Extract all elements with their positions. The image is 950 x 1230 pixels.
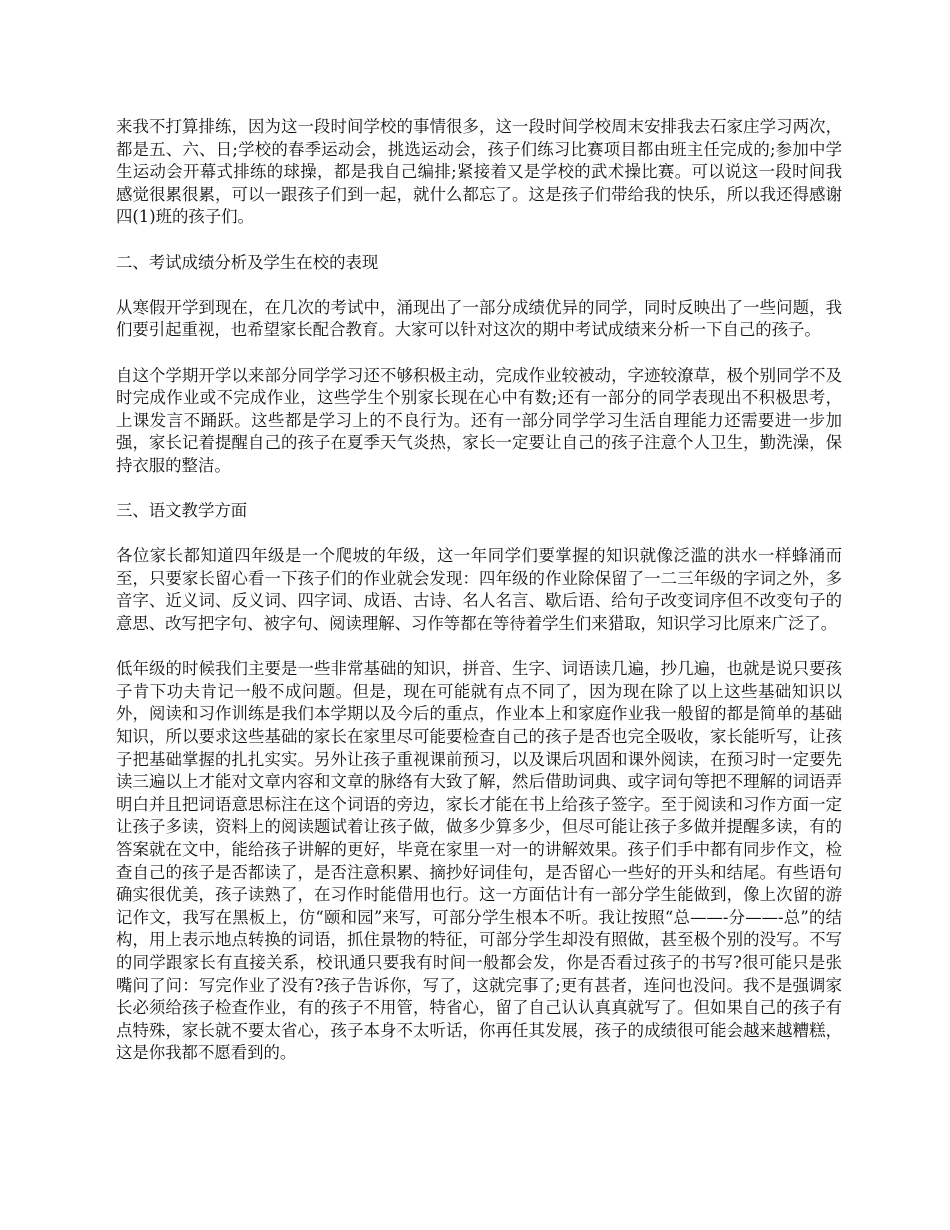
document-body: [116, 116, 842, 1088]
paragraph-exam-results: 从寒假开学到现在，在几次的考试中，涌现出了一部分成绩优异的同学，同时反映出了一些问题，我们要引起重视，也希望家长配合教育。大家可以针对这次的期中考试成绩来分析一下自己的孩子。: [116, 297, 842, 340]
paragraph-student-behavior: 自这个学期开学以来部分同学学习还不够积极主动，完成作业较被动，字迹较潦草，极个别同学不及时完成作业或不完成作业，这些学生个别家长现在心中有数;还有一部分的同学表现出不积极思考，上课发言不踊跃。这些都是学习上的不良行为。还有一部分同学学习生活自理能力还需要进一步加强，家长记着提醒自己的孩子在夏季天气炎热，家长一定要让自己的孩子注意个人卫生，勤洗澡，保持衣服的整洁。: [116, 365, 842, 475]
paragraph-sports-activities: 来我不打算排练，因为这一段时间学校的事情很多，这一段时间学校周末安排我去石家庄学习两次，都是五、六、日;学校的春季运动会，挑选运动会，孩子们练习比赛项目都由班主任完成的;参加中学生运动会开幕式排练的球操，都是我自己编排;紧接着又是学校的武术操比赛。可以说这一段时间我感觉很累很累，可以一跟孩子们到一起，就什么都忘了。这是孩子们带给我的快乐，所以我还得感谢四(1)班的孩子们。: [116, 117, 842, 227]
paragraph-homework-guidance: 低年级的时候我们主要是一些非常基础的知识，拼音、生字、词语读几遍，抄几遍，也就是说只要孩子肯下功夫肯记一般不成问题。但是，现在可能就有点不同了，因为现在除了以上这些基础知识以外，阅读和习作训练是我们本学期以及今后的重点，作业本上和家庭作业我一般留的都是简单的基础知识，所以要求这些基础的家长在家里尽可能要检查自己的孩子是否也完全吸收，家长能听写，让孩子把基础掌握的扎扎实实。另外让孩子重视课前预习，以及课后巩固和课外阅读，在预习时一定要先读三遍以上才能对文章内容和文章的脉络有大致了解，然后借助词典、或字词句等把不理解的词语弄明白并且把词语意思标注在这个词语的旁边，家长才能在书上给孩子签字。至于阅读和习作方面一定让孩子多读，资料上的阅读题试着让孩子做，做多少算多少，但尽可能让孩子多做并提醒多读，有的答案就在文中，能给孩子讲解的更好，毕竟在家里一对一的讲解效果。孩子们手中都有同步作文，检查自己的孩子是否都读了，是否注意积累、摘抄好词佳句，是否留心一些好的开头和结尾。有些语句确实很优美，孩子读熟了，在习作时能借用也行。这一方面估计有一部分学生能做到，像上次留的游记作文，我写在黑板上，仿“颐和园”来写，可部分学生根本不听。我让按照“总——-分——-总”的结构，用上表示地点转换的词语，抓住景物的特征，可部分学生却没有照做，甚至极个别的没写。不写的同学跟家长有直接关系，校讯通只要我有时间一般都会发，你是否看过孩子的书写?很可能只是张嘴问了问：写完作业了没有?孩子告诉你，写了，这就完事了;更有甚者，连问也没问。我不是强调家长必须给孩子检查作业，有的孩子不用管，特省心，留了自己认认真真就写了。但如果自己的孩子有点特殊，家长就不要太省心，孩子本身不太听话，你再任其发展，孩子的成绩很可能会越来越糟糕，这是你我都不愿看到的。: [116, 659, 842, 1063]
section-heading-exam-analysis: 二、考试成绩分析及学生在校的表现: [116, 252, 379, 272]
section-heading-chinese-teaching: 三、语文教学方面: [116, 501, 248, 521]
paragraph-grade-four-knowledge: 各位家长都知道四年级是一个爬坡的年级，这一年同学们要掌握的知识就像泛滥的洪水一样蜂涌而至，只要家长留心看一下孩子们的作业就会发现：四年级的作业除保留了一二三年级的字词之外，多音字、近义词、反义词、四字词、成语、古诗、名人名言、歇后语、给句子改变词序但不改变句子的意思、改写把字句、被字句、阅读理解、习作等都在等待着学生们来猎取，知识学习比原来广泛了。: [116, 546, 842, 634]
